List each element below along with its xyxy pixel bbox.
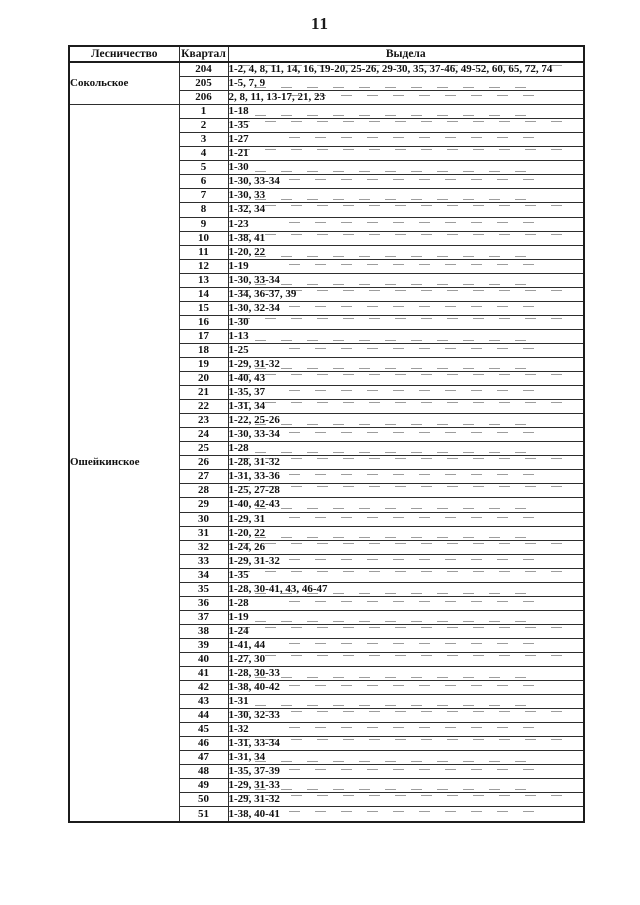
kvartal-cell: 42 — [179, 681, 228, 695]
kvartal-cell: 26 — [179, 456, 228, 470]
kvartal-cell: 41 — [179, 667, 228, 681]
kvartal-cell: 6 — [179, 175, 228, 189]
table-row — [69, 62, 584, 77]
kvartal-cell: 31 — [179, 526, 228, 540]
kvartal-cell: 45 — [179, 723, 228, 737]
vydela-cell: 1-30, 33 — [228, 189, 584, 203]
vydela-cell: 1-19 — [228, 259, 584, 273]
kvartal-cell: 24 — [179, 428, 228, 442]
vydela-cell: 1-29, 31-32 — [228, 554, 584, 568]
kvartal-cell: 40 — [179, 652, 228, 666]
vydela-cell: 1-30 — [228, 161, 584, 175]
kvartal-cell: 49 — [179, 779, 228, 793]
kvartal-cell: 16 — [179, 315, 228, 329]
table-row — [69, 105, 584, 119]
kvartal-cell: 19 — [179, 357, 228, 371]
kvartal-cell: 4 — [179, 147, 228, 161]
vydela-cell: 1-21 — [228, 147, 584, 161]
kvartal-cell: 34 — [179, 568, 228, 582]
vydela-cell: 1-31, 34 — [228, 751, 584, 765]
kvartal-cell: 205 — [179, 77, 228, 91]
kvartal-cell: 5 — [179, 161, 228, 175]
vydela-cell: 1-2, 4, 8, 11, 14, 16, 19-20, 25-26, 29-30, 35, 37-46, 49-52, 60, 65, 72, 74 — [228, 62, 584, 77]
vydela-cell: 1-30, 33-34 — [228, 273, 584, 287]
kvartal-cell: 13 — [179, 273, 228, 287]
vydela-cell: 1-24 — [228, 624, 584, 638]
vydela-cell: 1-23 — [228, 217, 584, 231]
forestry-cell: Сокольское — [69, 62, 179, 105]
kvartal-cell: 8 — [179, 203, 228, 217]
vydela-cell: 1-22, 25-26 — [228, 414, 584, 428]
kvartal-cell: 206 — [179, 91, 228, 105]
vydela-cell: 1-29, 31-33 — [228, 779, 584, 793]
kvartal-cell: 46 — [179, 737, 228, 751]
table-header — [69, 46, 584, 62]
forestry-cell: Ошейкинское — [69, 105, 179, 822]
vydela-cell: 1-31 — [228, 695, 584, 709]
vydela-cell: 1-28, 31-32 — [228, 456, 584, 470]
vydela-cell: 1-34, 36-37, 39 — [228, 287, 584, 301]
header-row — [69, 46, 584, 62]
vydela-cell: 1-28 — [228, 596, 584, 610]
vydela-cell: 1-30, 32-33 — [228, 709, 584, 723]
table-body — [69, 62, 584, 822]
vydela-cell: 1-24, 26 — [228, 540, 584, 554]
kvartal-cell: 37 — [179, 610, 228, 624]
kvartal-cell: 14 — [179, 287, 228, 301]
kvartal-cell: 43 — [179, 695, 228, 709]
kvartal-cell: 11 — [179, 245, 228, 259]
kvartal-cell: 22 — [179, 400, 228, 414]
vydela-cell: 1-27 — [228, 133, 584, 147]
kvartal-cell: 204 — [179, 62, 228, 77]
kvartal-cell: 10 — [179, 231, 228, 245]
vydela-cell: 1-32, 34 — [228, 203, 584, 217]
kvartal-cell: 38 — [179, 624, 228, 638]
vydela-cell: 1-31, 33-34 — [228, 737, 584, 751]
vydela-cell: 1-32 — [228, 723, 584, 737]
header-vydela: Выдела — [228, 46, 584, 62]
vydela-cell: 1-20, 22 — [228, 245, 584, 259]
kvartal-cell: 21 — [179, 386, 228, 400]
vydela-cell: 1-19 — [228, 610, 584, 624]
vydela-cell: 1-28, 30-41, 43, 46-47 — [228, 582, 584, 596]
kvartal-cell: 12 — [179, 259, 228, 273]
vydela-cell: 1-28 — [228, 442, 584, 456]
kvartal-cell: 2 — [179, 119, 228, 133]
vydela-cell: 1-35 — [228, 568, 584, 582]
kvartal-cell: 23 — [179, 414, 228, 428]
vydela-cell: 1-28, 30-33 — [228, 667, 584, 681]
kvartal-cell: 27 — [179, 470, 228, 484]
vydela-cell: 1-25, 27-28 — [228, 484, 584, 498]
kvartal-cell: 32 — [179, 540, 228, 554]
vydela-cell: 1-35 — [228, 119, 584, 133]
header-forestry: Лесничество — [69, 46, 179, 62]
kvartal-cell: 28 — [179, 484, 228, 498]
kvartal-cell: 35 — [179, 582, 228, 596]
page-number: 11 — [310, 14, 330, 33]
kvartal-cell: 47 — [179, 751, 228, 765]
vydela-cell: 1-5, 7, 9 — [228, 77, 584, 91]
vydela-cell: 1-40, 43 — [228, 372, 584, 386]
kvartal-cell: 36 — [179, 596, 228, 610]
kvartal-cell: 39 — [179, 638, 228, 652]
kvartal-cell: 1 — [179, 105, 228, 119]
vydela-cell: 1-27, 30 — [228, 652, 584, 666]
kvartal-cell: 20 — [179, 372, 228, 386]
vydela-cell: 1-38, 41 — [228, 231, 584, 245]
vydela-cell: 1-29, 31-32 — [228, 793, 584, 807]
forestry-table — [68, 45, 585, 823]
kvartal-cell: 29 — [179, 498, 228, 512]
kvartal-cell: 44 — [179, 709, 228, 723]
vydela-cell: 1-13 — [228, 329, 584, 343]
vydela-cell: 1-40, 42-43 — [228, 498, 584, 512]
vydela-cell: 1-30, 33-34 — [228, 175, 584, 189]
kvartal-cell: 25 — [179, 442, 228, 456]
vydela-cell: 1-38, 40-42 — [228, 681, 584, 695]
kvartal-cell: 30 — [179, 512, 228, 526]
vydela-cell: 1-18 — [228, 105, 584, 119]
kvartal-cell: 33 — [179, 554, 228, 568]
vydela-cell: 1-20, 22 — [228, 526, 584, 540]
vydela-cell: 1-29, 31-32 — [228, 357, 584, 371]
kvartal-cell: 17 — [179, 329, 228, 343]
kvartal-cell: 18 — [179, 343, 228, 357]
vydela-cell: 1-41, 44 — [228, 638, 584, 652]
vydela-cell: 1-35, 37 — [228, 386, 584, 400]
kvartal-cell: 51 — [179, 807, 228, 822]
kvartal-cell: 50 — [179, 793, 228, 807]
vydela-cell: 1-31, 33-36 — [228, 470, 584, 484]
header-kvartal: Квартал — [179, 46, 228, 62]
kvartal-cell: 15 — [179, 301, 228, 315]
vydela-cell: 1-38, 40-41 — [228, 807, 584, 822]
kvartal-cell: 48 — [179, 765, 228, 779]
vydela-cell: 1-29, 31 — [228, 512, 584, 526]
vydela-cell: 2, 8, 11, 13-17, 21, 23 — [228, 91, 584, 105]
vydela-cell: 1-30, 32-34 — [228, 301, 584, 315]
kvartal-cell: 7 — [179, 189, 228, 203]
vydela-cell: 1-25 — [228, 343, 584, 357]
vydela-cell: 1-35, 37-39 — [228, 765, 584, 779]
vydela-cell: 1-30, 33-34 — [228, 428, 584, 442]
vydela-cell: 1-31, 34 — [228, 400, 584, 414]
kvartal-cell: 9 — [179, 217, 228, 231]
vydela-cell: 1-30 — [228, 315, 584, 329]
kvartal-cell: 3 — [179, 133, 228, 147]
